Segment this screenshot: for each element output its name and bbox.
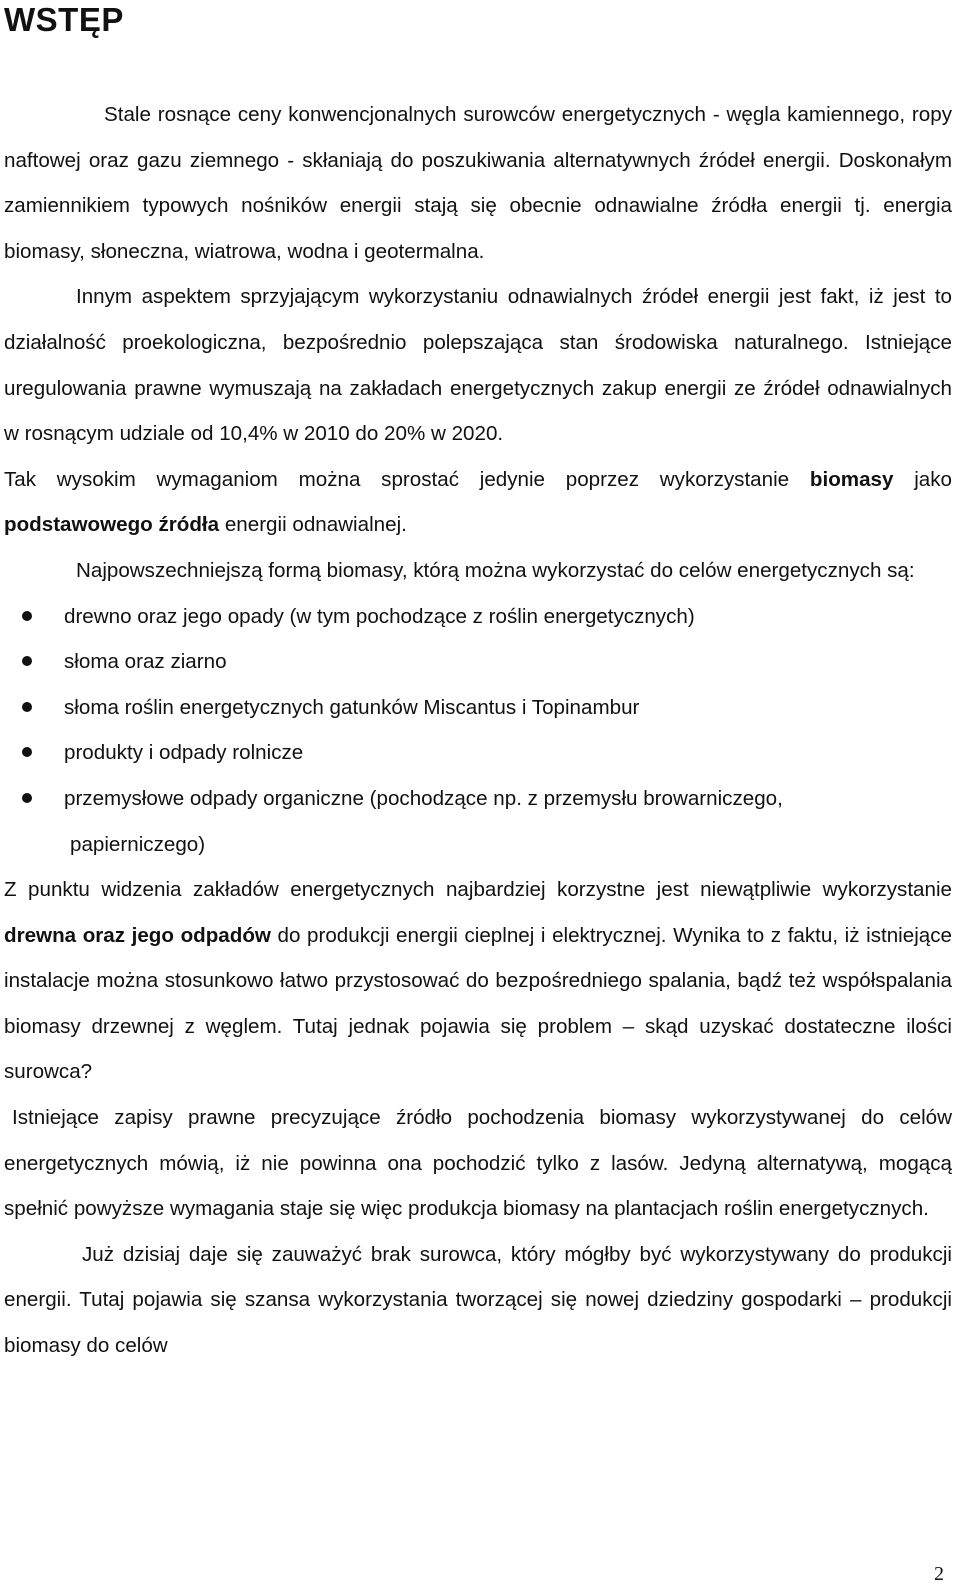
list-item: [4, 730, 952, 776]
emphasis-podstawowego-zrodla: podstawowego źródła: [4, 513, 220, 537]
list-item: [4, 776, 952, 867]
paragraph-biomass-requirement-part-2: jako: [893, 467, 952, 491]
page-number: 2: [934, 1563, 944, 1585]
list-item: [4, 594, 952, 640]
emphasis-drewna-oraz-jego-odpadow: drewna oraz jego odpadów: [4, 923, 271, 947]
paragraph-biomass-requirement-part-1: Tak wysokim wymaganiom można sprostać jedynie poprzez wykorzystanie: [4, 467, 810, 491]
paragraph-intro: Stale rosnące ceny konwencjonalnych surowców energetycznych - węgla kamiennego, ropy naftowej oraz gazu ziemnego - skłaniają do poszukiwania alternatywnych źródeł energii. Doskonałym zamiennikiem typowych nośników energii stają się obecnie odnawialne źródła energii tj. energia biomasy, słoneczna, wiatrowa, wodna i geotermalna.: [4, 103, 952, 263]
list-item-text: produkty i odpady rolnicze: [64, 741, 304, 765]
paragraph-wood-usage-part-1: Z punktu widzenia zakładów energetycznych najbardziej korzystne jest niewątpliwie wykorzystanie: [4, 878, 952, 902]
list-item: [4, 639, 952, 685]
paragraph-opportunity: Już dzisiaj daje się zauważyć brak surowca, który mógłby być wykorzystywany do produkcji energii. Tutaj pojawia się szansa wykorzystania tworzącej się nowej dziedziny gospodarki – produkcji biomasy do celów: [4, 1242, 952, 1358]
bullet-icon: [22, 793, 32, 803]
list-item-text: słoma roślin energetycznych gatunków Miscantus i Topinambur: [64, 695, 640, 719]
paragraph-wood-usage: [4, 867, 952, 1095]
list-item-text-continuation: papierniczego): [70, 832, 206, 856]
list-item: [4, 685, 952, 731]
list-item-text: przemysłowe odpady organiczne (pochodzące np. z przemysłu browarniczego,: [64, 786, 783, 810]
bullet-icon: [22, 747, 32, 757]
bullet-icon: [22, 702, 32, 712]
bullet-icon: [22, 656, 32, 666]
paragraph-wood-usage-part-2: do produkcji energii cieplnej i elektrycznej. Wynika to z faktu, iż istniejące instalacje można stosunkowo łatwo przystosować do bezpośredniego spalania, bądź też współspalania biomasy drzewnej z węglem. Tutaj jednak pojawia się problem – skąd uzyskać dostateczne ilości surowca?: [4, 923, 952, 1084]
paragraph-ecology: Innym aspektem sprzyjającym wykorzystaniu odnawialnych źródeł energii jest fakt, iż jest to działalność proekologiczna, bezpośrednio polepszająca stan środowiska naturalnego. Istniejące uregulowania prawne wymuszają na zakładach energetycznych zakup energii ze źródeł odnawialnych w rosnącym udziale od 10,4% w 2010 do 20% w 2020.: [4, 285, 952, 446]
list-item-text: drewno oraz jego opady (w tym pochodzące z roślin energetycznych): [64, 604, 695, 628]
biomass-forms-list: [4, 594, 952, 868]
paragraph-biomass-forms: Najpowszechniejszą formą biomasy, którą można wykorzystać do celów energetycznych są:: [76, 558, 915, 582]
paragraph-legal-records: Istniejące zapisy prawne precyzujące źródło pochodzenia biomasy wykorzystywanej do celów energetycznych mówią, iż nie powinna ona pochodzić tylko z lasów. Jedyną alternatywą, mogącą spełnić powyższe wymagania staje się więc produkcja biomasy na plantacjach roślin energetycznych.: [4, 1106, 952, 1221]
paragraph-biomass-requirement-part-3: energii odnawialnej.: [219, 513, 407, 537]
bullet-icon: [22, 611, 32, 621]
emphasis-biomasy: biomasy: [809, 467, 894, 491]
paragraph-biomass-requirement: [4, 457, 952, 548]
body-text: [4, 92, 952, 1369]
list-item-text: słoma oraz ziarno: [64, 650, 227, 674]
section-heading: WSTĘP: [4, 1, 124, 38]
